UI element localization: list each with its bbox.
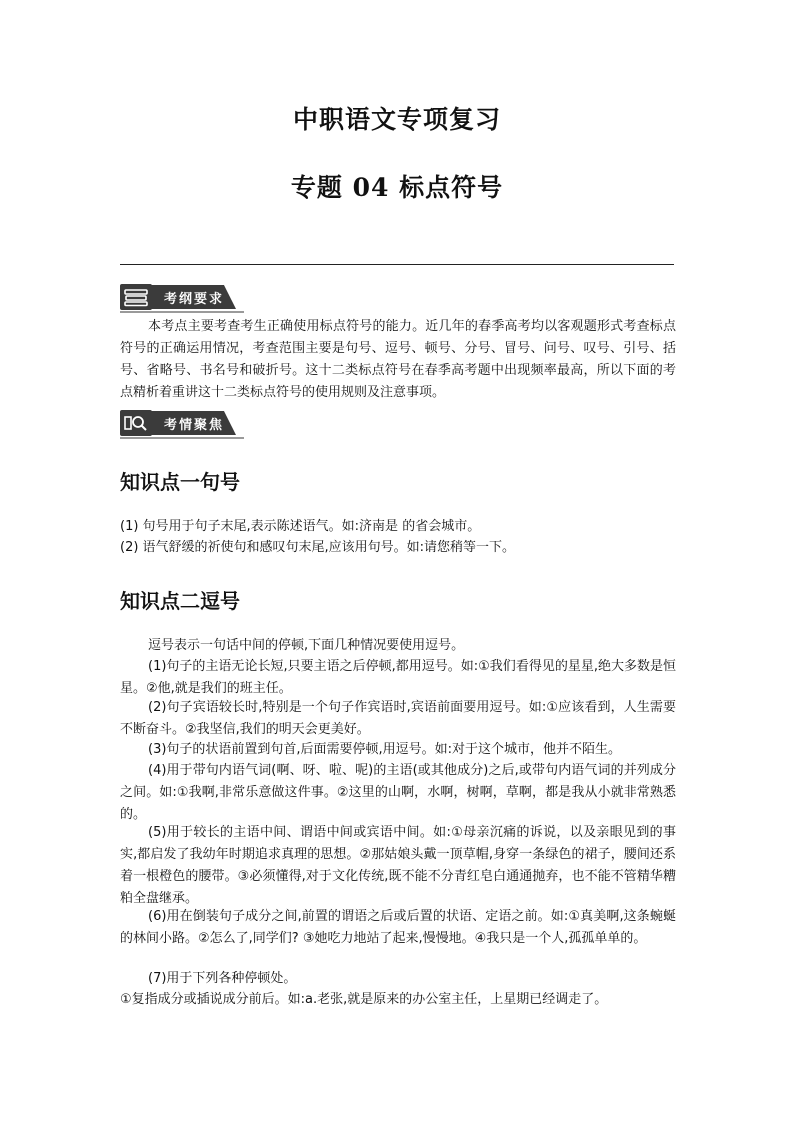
section-paragraph: (6)用在倒装句子成分之间,前置的谓语之后或后置的状语、定语之前。如:①真美啊,这条蜿蜒的林间小路。②怎么了,同学们? ③她吃力地站了起来,慢慢地。④我只是一个人,孤孤单单的。 <box>120 909 676 946</box>
books-icon <box>120 284 152 310</box>
section-paragraph: 逗号表示一句话中间的停顿,下面几种情况要使用逗号。 <box>148 638 465 653</box>
section-line: (1) 句号用于句子末尾,表示陈述语气。如:济南是 的省会城市。 <box>120 519 481 534</box>
section-paragraph: (1)句子的主语无论长短,只要主语之后停顿,都用逗号。如:①我们看得见的星星,绝大多数是恒星。②他,就是我们的班主任。 <box>120 659 676 696</box>
section-line: ①复指成分或插说成分前后。如:a.老张,就是原来的办公室主任，上星期已经调走了。 <box>120 992 608 1007</box>
magnifier-icon <box>120 410 152 436</box>
requirements-badge-label: 考纲要求 <box>164 292 225 307</box>
section-heading: 知识点二逗号 <box>120 589 240 613</box>
intro-paragraph: 本考点主要考查考生正确使用标点符号的能力。近几年的春季高考均以客观题形式考查标点符号的正确运用情况，考查范围主要是句号、逗号、顿号、分号、冒号、问号、叹号、引号、括号、省略号、书名号和破折号。这十二类标点符号在春季高考题中出现频率最高，所以下面的考点精析着重讲这十二类标点符号的使用规则及注意事项。 <box>120 319 676 400</box>
requirements-badge <box>120 284 244 310</box>
section-paragraph: (7)用于下列各种停顿处。 <box>148 971 297 986</box>
section-heading: 知识点一句号 <box>120 470 240 494</box>
document-title: 中职语文专项复习 <box>292 105 501 134</box>
focus-badge-label: 考情聚焦 <box>164 418 225 433</box>
section-paragraph: (4)用于带句内语气词(啊、呀、啦、呢)的主语(或其他成分)之后,或带句内语气词的并列成分之间。如:①我啊,非常乐意做这件事。②这里的山啊，水啊，树啊，草啊，都是我从小就非常熟悉的。 <box>120 763 676 822</box>
section-line: (2) 语气舒缓的祈使句和感叹句末尾,应该用句号。如:请您稍等一下。 <box>120 540 516 555</box>
title-divider <box>120 264 674 265</box>
document-subtitle: 专题 04 标点符号 <box>290 173 504 202</box>
section-paragraph: (5)用于较长的主语中间、谓语中间或宾语中间。如:①母亲沉痛的诉说，以及亲眼见到的事实,都启发了我幼年时期追求真理的思想。②那姑娘头戴一顶草帽,身穿一条绿色的裙子，腰间还系着一根橙色的腰带。③必须懂得,对于文化传统,既不能不分青红皂白通通抛弃，也不能不管精华糟粕全盘继承。 <box>120 825 676 906</box>
focus-badge <box>120 410 244 436</box>
section-paragraph: (3)句子的状语前置到句首,后面需要停顿,用逗号。如:对于这个城市，他并不陌生。 <box>148 742 622 757</box>
section-paragraph: (2)句子宾语较长时,特别是一个句子作宾语时,宾语前面要用逗号。如:①应该看到，人生需要不断奋斗。②我坚信,我们的明天会更美好。 <box>120 700 676 737</box>
